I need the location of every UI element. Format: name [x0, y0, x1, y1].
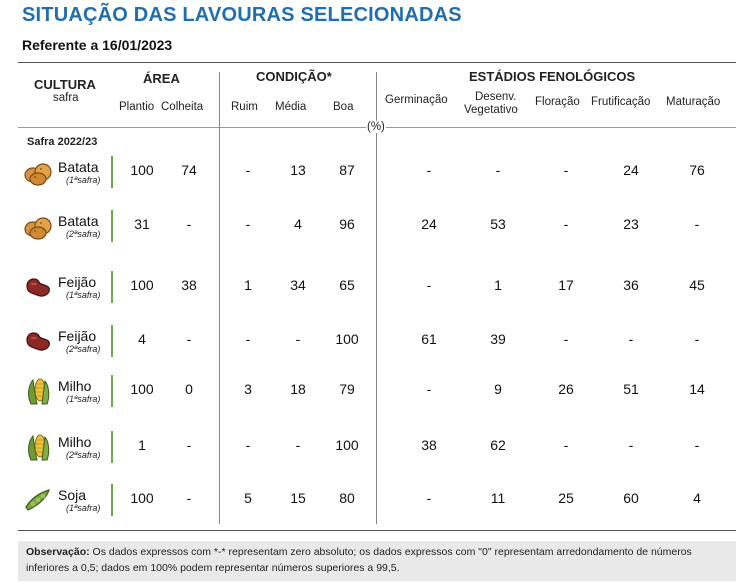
header-colheita: Colheita [161, 101, 204, 113]
page-subtitle: Referente a 16/01/2023 [22, 37, 173, 53]
crop-season: (1ªsafra) [66, 290, 101, 300]
crop-season: (2ªsafra) [66, 229, 101, 239]
table-cell: - [563, 437, 569, 453]
bean-icon [23, 326, 53, 356]
table-cell: 0 [185, 381, 193, 397]
table-cell: 1 [138, 437, 146, 453]
table-cell: 38 [181, 277, 197, 293]
crop-name: Batata [58, 159, 99, 175]
table-cell: - [186, 437, 192, 453]
table-cell: 15 [290, 490, 306, 506]
observation-box [18, 541, 736, 581]
table-cell: 38 [421, 437, 437, 453]
header-area: ÁREA [143, 71, 180, 86]
crop-season: (1ªsafra) [66, 394, 101, 404]
table-cell: 18 [290, 381, 306, 397]
table-cell: 87 [339, 162, 355, 178]
table-cell: 53 [490, 216, 506, 232]
table-cell: 51 [623, 381, 639, 397]
table-cell: 39 [490, 331, 506, 347]
header-floracao: Floração [535, 96, 580, 108]
header-ruim: Ruim [231, 101, 258, 113]
crop-name: Milho [58, 434, 92, 450]
table-cell: 14 [689, 381, 705, 397]
table-cell: - [426, 490, 432, 506]
table-cell: - [186, 490, 192, 506]
table-cell: 9 [494, 381, 502, 397]
table-cell: - [495, 162, 501, 178]
table-cell: 3 [244, 381, 252, 397]
table-cell: 100 [335, 331, 359, 347]
table-top-border [18, 62, 736, 63]
crop-season: (2ªsafra) [66, 450, 101, 460]
table-cell: - [628, 331, 634, 347]
table-cell: 100 [335, 437, 359, 453]
crop-name: Feijão [58, 328, 97, 344]
header-frutificacao: Frutificação [591, 96, 651, 108]
table-cell: 4 [138, 331, 146, 347]
table-cell: - [694, 331, 700, 347]
page-title: SITUAÇÃO DAS LAVOURAS SELECIONADAS [22, 4, 462, 26]
crop-season: (1ªsafra) [66, 175, 101, 185]
table-cell: - [628, 437, 634, 453]
header-estadios: ESTÁDIOS FENOLÓGICOS [469, 69, 636, 84]
table-cell: 60 [623, 490, 639, 506]
header-desenv: Desenv. [475, 91, 517, 103]
table-cell: 31 [134, 216, 150, 232]
crop-season: (2ªsafra) [66, 344, 101, 354]
table-cell: 96 [339, 216, 355, 232]
table-cell: - [245, 162, 251, 178]
table-cell: 74 [181, 162, 197, 178]
crop-name: Milho [58, 378, 92, 394]
table-cell: 4 [294, 216, 302, 232]
table-cell: - [186, 331, 192, 347]
table-cell: - [186, 216, 192, 232]
table-cell: - [694, 216, 700, 232]
table-cell: - [694, 437, 700, 453]
table-cell: 100 [130, 277, 154, 293]
header-percent-unit: (%) [367, 121, 385, 133]
header-condicao: CONDIÇÃO* [256, 69, 332, 84]
table-cell: - [563, 216, 569, 232]
header-maturacao: Maturação [666, 96, 721, 108]
observation-text: Os dados expressos com *-* representam zero absoluto; os dados expressos com "0" representam arredondamento de números inferiores a 0,5; dados em 100% podem representar números superiores a 99,5. [26, 546, 692, 574]
observation-label: Observação: [26, 546, 90, 558]
table-cell: 11 [490, 490, 506, 506]
table-cell: - [426, 162, 432, 178]
table-cell: 79 [339, 381, 355, 397]
header-vegetativo: Vegetativo [464, 104, 518, 116]
table-cell: 5 [244, 490, 252, 506]
table-cell: 4 [693, 490, 701, 506]
crop-name: Soja [58, 487, 87, 503]
table-cell: - [295, 331, 301, 347]
table-cell: 76 [689, 162, 705, 178]
header-boa: Boa [333, 101, 354, 113]
header-plantio: Plantio [119, 101, 155, 113]
header-cultura: CULTURA [34, 77, 96, 92]
potato-icon [23, 157, 53, 187]
table-cell: - [295, 437, 301, 453]
table-cell: 62 [490, 437, 506, 453]
table-cell: 36 [623, 277, 639, 293]
crop-season: (1ªsafra) [66, 503, 101, 513]
table-cell: 34 [290, 277, 306, 293]
table-cell: 24 [421, 216, 437, 232]
table-cell: 13 [290, 162, 306, 178]
header-germinacao: Germinação [385, 94, 448, 106]
bean-icon [23, 272, 53, 302]
table-cell: - [563, 331, 569, 347]
table-cell: 25 [558, 490, 574, 506]
header-media: Média [275, 101, 307, 113]
separator-area-condition [219, 72, 220, 524]
table-cell: 100 [130, 490, 154, 506]
table-cell: 1 [494, 277, 502, 293]
table-cell: 100 [130, 162, 154, 178]
table-cell: - [245, 331, 251, 347]
table-cell: 1 [244, 277, 252, 293]
table-bottom-border [18, 530, 736, 531]
table-cell: - [426, 381, 432, 397]
table-cell: 80 [339, 490, 355, 506]
section-label: Safra 2022/23 [27, 136, 98, 148]
table-cell: - [245, 216, 251, 232]
soybean-icon [23, 485, 53, 515]
table-cell: - [426, 277, 432, 293]
separator-condition-stages [376, 72, 377, 524]
crop-name: Batata [58, 213, 99, 229]
crop-name: Feijão [58, 274, 97, 290]
table-cell: 45 [689, 277, 705, 293]
corn-icon [23, 432, 53, 462]
table-cell: 65 [339, 277, 355, 293]
table-cell: 23 [623, 216, 639, 232]
potato-icon [23, 211, 53, 241]
table-cell: - [245, 437, 251, 453]
table-cell: 26 [558, 381, 574, 397]
table-cell: 17 [558, 277, 574, 293]
table-cell: 61 [421, 331, 437, 347]
corn-icon [23, 376, 53, 406]
table-cell: - [563, 162, 569, 178]
header-safra: safra [53, 92, 79, 104]
table-cell: 24 [623, 162, 639, 178]
table-cell: 100 [130, 381, 154, 397]
